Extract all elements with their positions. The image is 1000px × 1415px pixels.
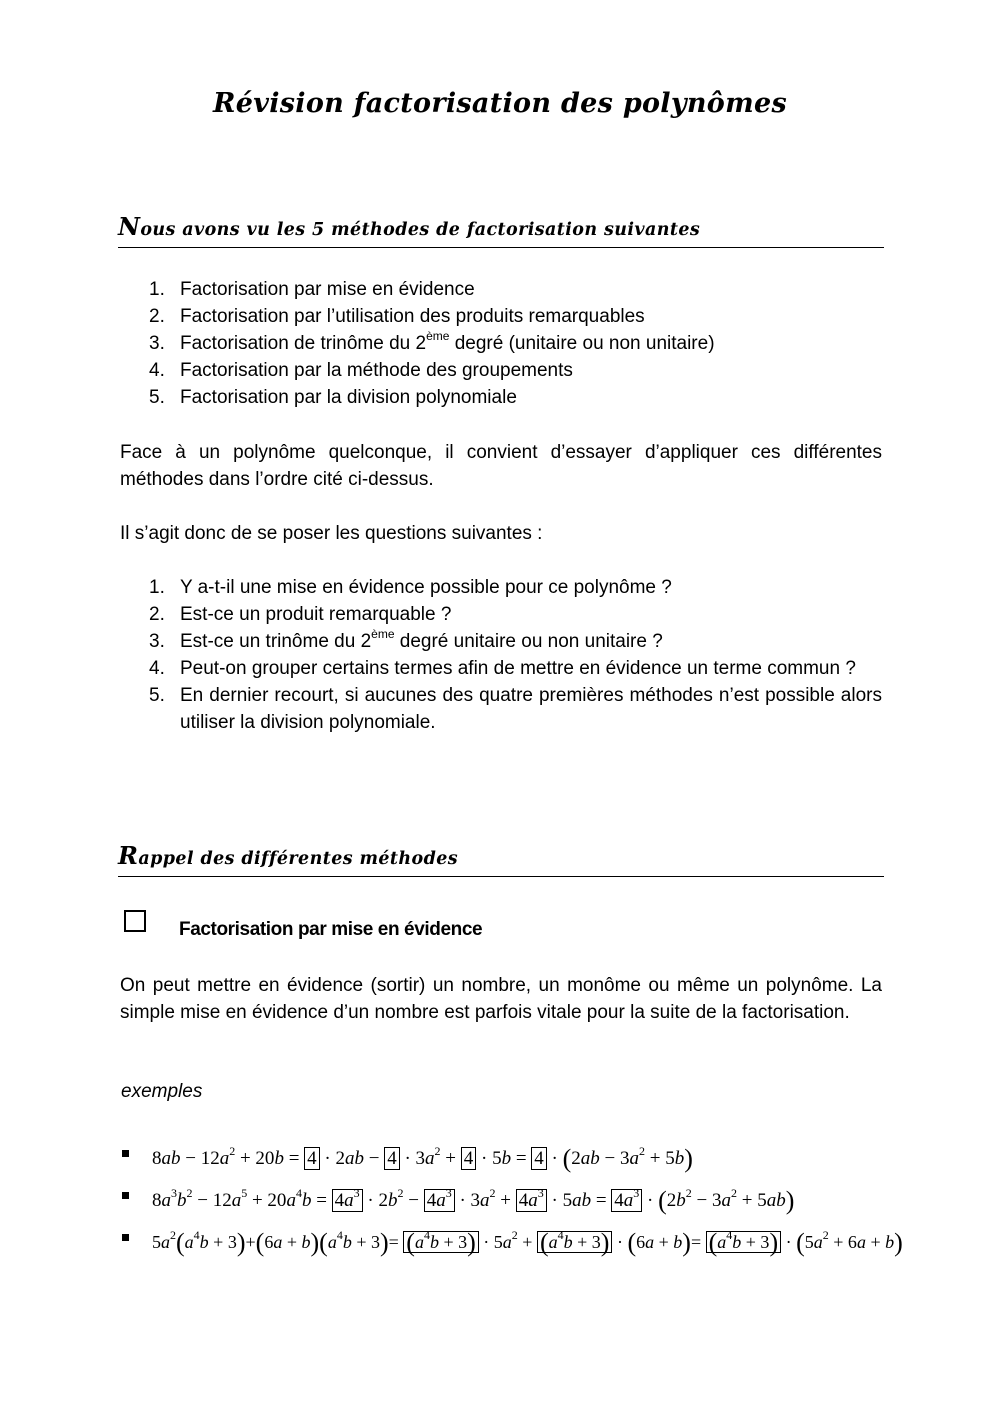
examples-label: exemples (121, 1081, 203, 1102)
list-item: 2. Est-ce un produit remarquable ? (149, 604, 452, 625)
list-item: 1. Factorisation par mise en évidence (149, 279, 475, 300)
formula: $8ab - 12a^2 + 20b = 4 \cdot 2ab - 4 \cdot 3a^2 + 4 \cdot 5b = 4 \cdot (2ab - 3a^2 + 5b)$ (152, 1143, 693, 1173)
math-example-2 (120, 1182, 960, 1216)
page-title: Révision factorisation des polynômes (213, 88, 787, 119)
heading-text: appel des différentes méthodes (138, 849, 459, 869)
math-example-3 (120, 1224, 960, 1258)
section-heading-recap (118, 841, 884, 877)
list-item: 3. Est-ce un trinôme du 2ème degré unitaire ou non unitaire ? (149, 626, 663, 652)
bullet-square-icon (122, 1192, 129, 1199)
questions-intro: Il s’agit donc de se poser les questions suivantes : (120, 523, 543, 544)
intro-paragraph: Face à un polynôme quelconque, il convient d’essayer d’appliquer ces différentes méthodes dans l’ordre cité ci-dessus. (120, 442, 882, 490)
heading-initial: R (118, 841, 139, 870)
heading-text: ous avons vu les 5 méthodes de factorisation suivantes (140, 220, 701, 240)
list-item: 5. Factorisation par la division polynomiale (149, 387, 517, 408)
questions-list (120, 574, 882, 736)
list-item: 1. Y a-t-il une mise en évidence possible pour ce polynôme ? (149, 577, 672, 598)
list-item: 3. Factorisation de trinôme du 2ème degré (unitaire ou non unitaire) (149, 328, 715, 354)
list-item: 4. Factorisation par la méthode des groupements (149, 360, 573, 381)
formula: $8a^3b^2 - 12a^5 + 20a^4b = 4a^3 \cdot 2b^2 - 4a^3 \cdot 3a^2 + 4a^3 \cdot 5ab = 4a^3 \cdot (2b^2 - 3a^2 + 5ab)$ (152, 1185, 795, 1215)
list-item: 5. En dernier recourt, si aucunes des quatre premières méthodes n’est possible alors utiliser la division polynomiale. (149, 685, 882, 733)
bullet-square-icon (122, 1150, 129, 1157)
heading-initial: N (118, 212, 141, 241)
subheading-mise-en-evidence: Factorisation par mise en évidence (179, 919, 483, 940)
list-item: 4. Peut-on grouper certains termes afin de mettre en évidence un terme commun ? (149, 658, 856, 679)
methods-list (120, 276, 882, 411)
list-item: 2. Factorisation par l’utilisation des produits remarquables (149, 306, 645, 327)
formula: $5a^2(a^4b + 3)+(6a + b)(a^4b + 3)= (a^4b + 3) \cdot 5a^2 + (a^4b + 3) \cdot (6a + b)= (a^4b + 3) \cdot (5a^2 + 6a + b)$ (152, 1228, 903, 1257)
checkbox-icon[interactable] (124, 910, 146, 932)
section-heading-methods (118, 212, 884, 248)
math-example-1 (120, 1140, 960, 1174)
bullet-square-icon (122, 1234, 129, 1241)
method-description: On peut mettre en évidence (sortir) un nombre, un monôme ou même un polynôme. La simple mise en évidence d’un nombre est parfois vitale pour la suite de la factorisation. (120, 975, 882, 1023)
